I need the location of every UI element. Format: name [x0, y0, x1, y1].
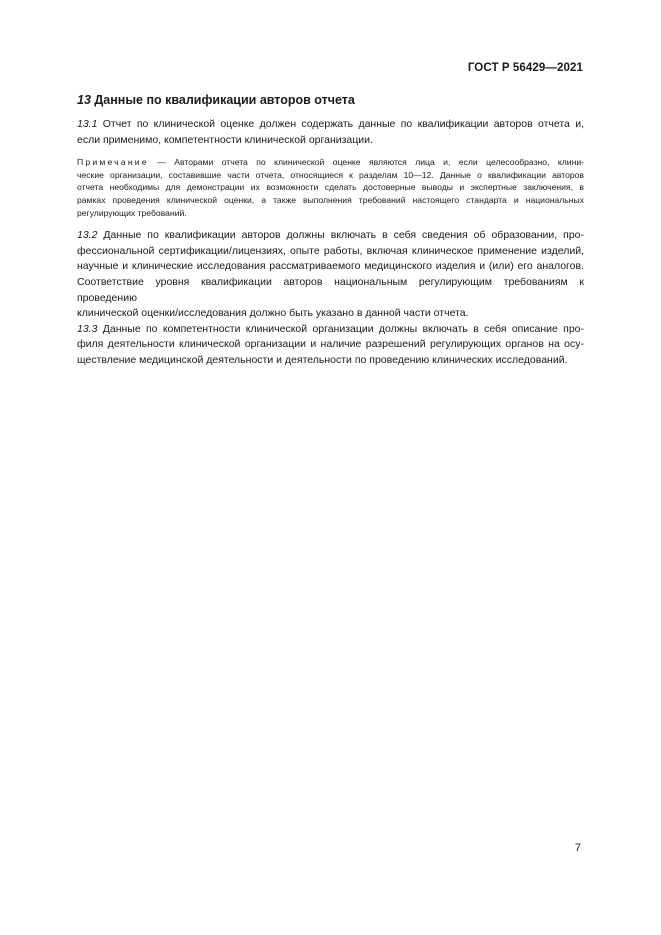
note-line: регулирующих требований. — [77, 207, 187, 218]
clause-line: Соответствие уровня квалификации авторов национальным регулирующим требованиям к проведению — [77, 275, 584, 304]
standard-designation: ГОСТ Р 56429—2021 — [467, 62, 583, 74]
clause-line: филя деятельности клинической организации и наличие разрешений регулирующих органов на осу- — [77, 338, 584, 351]
page-number: 7 — [574, 842, 581, 854]
section-title: Данные по квалификации авторов отчета — [94, 93, 355, 107]
note-block — [77, 156, 584, 219]
clause-number: 13.1 — [77, 118, 98, 130]
clause-line: ществление медицинской деятельности и деятельности по проведению клинических исследований. — [77, 353, 568, 366]
note-dash: — — [157, 157, 166, 168]
note-text: Авторами отчета по клинической оценке являются лица и, если целесообразно, клини- — [174, 157, 584, 168]
clause-line: если применимо, компетентности клинической организации. — [77, 133, 373, 146]
clause-line: научные и клинические исследования рассматриваемого медицинского изделия и (или) его аналогов. — [77, 260, 584, 273]
clause-number: 13.3 — [77, 322, 98, 335]
clause-text: Данные по компетентности клинической организации должны включать в себя описание про- — [102, 322, 584, 335]
note-label: Примечание — [77, 157, 149, 168]
note-line: ческие организации, составившие части отчета, относящиеся к разделам 10—12. Данные о квалификации авторов — [77, 169, 584, 180]
clause-13-2 — [77, 228, 584, 322]
note-line — [77, 156, 584, 169]
clause-13-1 — [77, 117, 584, 148]
clause-text: Данные по квалификации авторов должны включать в себя сведения об образовании, про- — [103, 229, 584, 242]
note-line: отчета необходимы для демонстрации их возможности сделать достоверные выводы и экспертные заключения, в — [77, 182, 584, 193]
note-line: рамках проведения клинической оценки, а также выполнения требований настоящего стандарта и национальных — [77, 194, 584, 205]
clause-line: фессиональной сертификации/лицензиях, опыте работы, включая клиническое применение изделий, — [77, 244, 584, 257]
clause-number: 13.2 — [77, 229, 98, 242]
section-heading — [77, 92, 584, 108]
section-number: 13 — [77, 93, 91, 107]
page-content — [77, 92, 584, 369]
clause-13-3 — [77, 322, 584, 369]
clause-line — [77, 228, 584, 244]
clause-line — [77, 117, 584, 133]
clause-line: клинической оценки/исследования должно быть указано в данной части отчета. — [77, 307, 469, 320]
clause-line — [77, 322, 584, 338]
clause-text: Отчет по клинической оценке должен содержать данные по квалификации авторов отчета и, — [102, 118, 584, 130]
